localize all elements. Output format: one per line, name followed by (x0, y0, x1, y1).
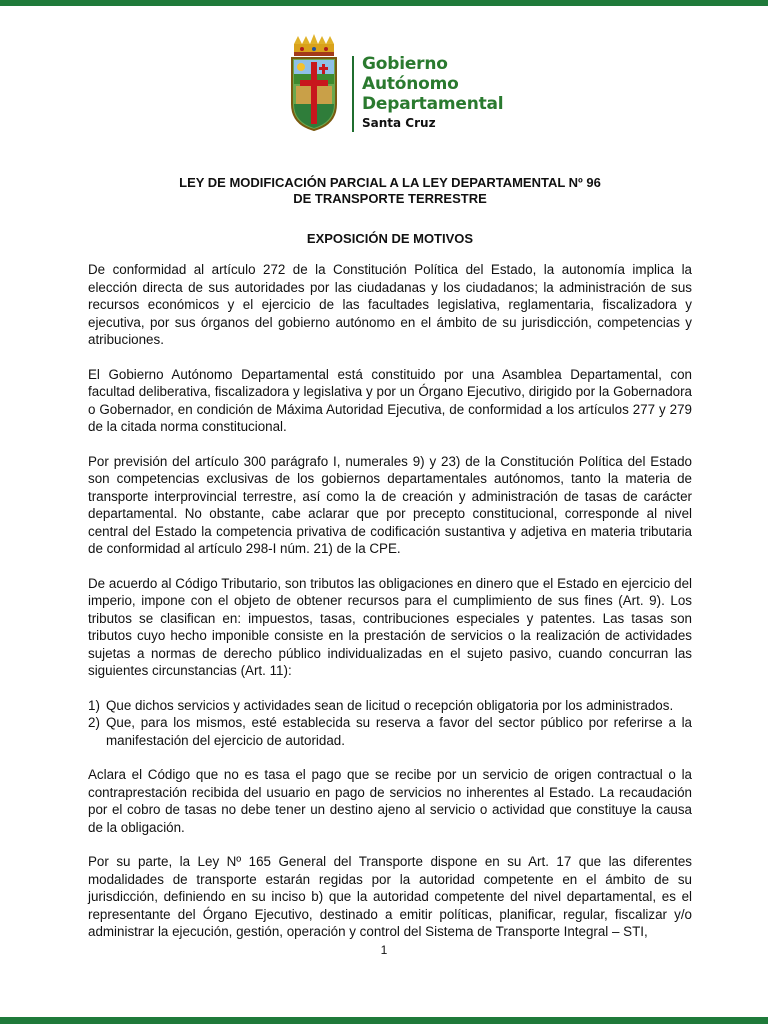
list-item-number: 2) (88, 715, 100, 730)
org-name-line-1: Gobierno (362, 54, 448, 74)
list-item (88, 697, 692, 715)
page-number: 1 (380, 943, 388, 957)
organization-name (362, 54, 503, 131)
paragraph-1: De conformidad al artículo 272 de la Constitución Política del Estado, la autonomía implica la elección directa de sus autoridades por las ciudadanas y los ciudadanos; la administración de sus recursos económicos y el ejercicio de las facultades legislativa, reglamentaria, fiscalizadora y ejecutiva, por sus órganos del gobierno autónomo en el ámbito de su jurisdicción, competencias y atribuciones. (88, 262, 692, 347)
paragraph-4: De acuerdo al Código Tributario, son tributos las obligaciones en dinero que el Estado en ejercicio del imperio, impone con el objeto de obtener recursos para el cumplimiento de sus fines (Art. 9). Los tributos se clasifican en: impuestos, tasas, contribuciones especiales y patentes. Las tasas son tributos cuyo hecho imponible consiste en la prestación de servicios o la realización de actividades sujetas a normas de derecho público individualizadas en el sujeto pasivo, cuando concurran las siguientes circunstancias (Art. 11): (88, 575, 692, 678)
org-name-line-3: Departamental (362, 94, 504, 114)
section-title: EXPOSICIÓN DE MOTIVOS (306, 231, 474, 246)
document-title-line-2: DE TRANSPORTE TERRESTRE (293, 191, 487, 206)
paragraph-5: Aclara el Código que no es tasa el pago que se recibe por un servicio de origen contractual o la contraprestación recibida del usuario en pago de servicios no inherentes al Estado. La recaudación por el cobro de tasas no debe tener un destino ajeno al servicio o actividad que constituye la causa de la obligación. (88, 767, 692, 835)
header-divider (352, 56, 354, 132)
document-header (282, 34, 542, 136)
top-border-bar (0, 0, 768, 6)
list-item-number: 1) (88, 697, 100, 713)
org-name-line-2: Autónomo (362, 74, 459, 94)
org-subtitle: Santa Cruz (362, 116, 436, 130)
bottom-border-bar (0, 1017, 768, 1024)
list-item-text: Que, para los mismos, esté establecida su reserva a favor del sector público por referirse a la manifestación del ejercicio de autoridad. (106, 715, 692, 748)
circumstances-list (88, 697, 692, 750)
list-item (88, 714, 692, 749)
paragraph-6: Por su parte, la Ley Nº 165 General del Transporte dispone en su Art. 17 que las diferentes modalidades de transporte estarán regidas por la autoridad competente en el ámbito de su jurisdicción, definiendo en su inciso b) que la autoridad competente del nivel departamental, es el representante del Órgano Ejecutivo, destinado a emitir políticas, planificar, regular, fiscalizar y/o administrar la ejecución, gestión, operación y control del Sistema de Transporte Integral – STI, (88, 854, 692, 939)
paragraph-3: Por previsión del artículo 300 parágrafo I, numerales 9) y 23) de la Constitución Política del Estado son competencias exclusivas de los gobiernos departamentales autónomos, tanto la materia de transporte interprovincial terrestre, así como la de creación y administración de tasas de carácter departamental. No obstante, cabe aclarar que por precepto constitucional, corresponde al nivel central del Estado la competencia privativa de codificación sustantiva y adjetiva en materia tributaria de conformidad al artículo 298-I núm. 21) de la CPE. (88, 453, 692, 556)
document-body (88, 175, 692, 958)
document-title-line-1: LEY DE MODIFICACIÓN PARCIAL A LA LEY DEPARTAMENTAL Nº 96 (179, 175, 601, 190)
coat-of-arms-icon (288, 34, 340, 132)
list-item-text: Que dichos servicios y actividades sean de licitud o recepción obligatoria por los administrados. (106, 697, 674, 713)
paragraph-2: El Gobierno Autónomo Departamental está constituido por una Asamblea Departamental, con facultad deliberativa, fiscalizadora y legislativa y por un Órgano Ejecutivo, dirigido por la Gobernadora o Gobernador, en condición de Máxima Autoridad Ejecutiva, de conformidad a los artículos 277 y 279 de la citada norma constitucional. (88, 366, 692, 434)
